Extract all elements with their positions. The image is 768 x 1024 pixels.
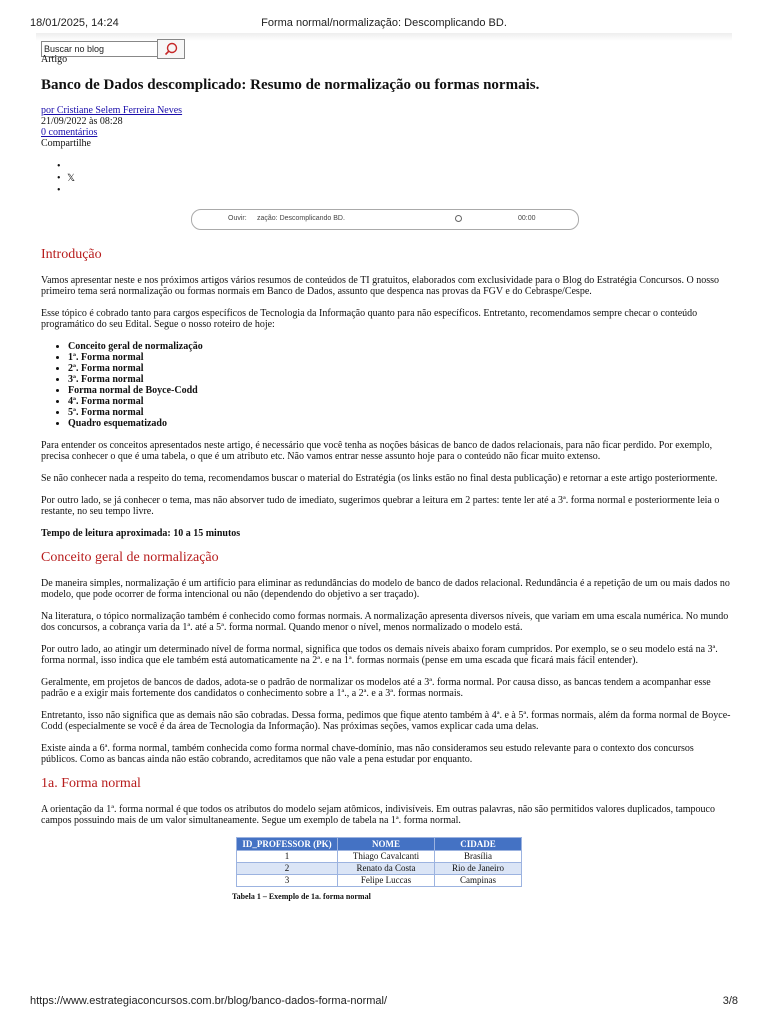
paragraph: Existe ainda a 6ª. forma normal, também conhecida como forma normal chave-domínio, mas não consideramos seu estudo relevante para o contexto dos concursos públicos. Como as bancas ainda não estão cobrando, acreditamos que não vale a pena estudar por enquanto.	[41, 743, 694, 765]
share-item-facebook[interactable]	[59, 161, 75, 173]
reading-time: Tempo de leitura aproximada: 10 a 15 minutos	[41, 528, 241, 539]
player-title: zação: Descomplicando BD.	[257, 215, 345, 222]
paragraph: Geralmente, em projetos de bancos de dados, adota-se o padrão de normalizar os modelos até a 3ª. forma normal. Por causa disso, as bancas tendem a acompanhar esse padrão e a exigir mais fortemente dos candidatos o conhecimento sobre a 1ª., a 2ª. e a 3ª. formas normais.	[41, 677, 711, 699]
toc-item: • 5ª. Forma normal	[68, 407, 731, 418]
audio-player[interactable]	[191, 209, 579, 230]
print-datetime: 18/01/2025, 14:24	[30, 17, 119, 29]
article-page	[41, 35, 731, 901]
paragraph: Por outro lado, se já conhecer o tema, mas não absorver tudo de imediato, sugerimos quebrar a leitura em 2 partes: tente ler até a 3ª. forma normal e posteriormente leia o restante, no seu tempo livre.	[41, 495, 720, 517]
share-item-linkedin[interactable]	[59, 185, 75, 197]
player-progress-handle[interactable]	[455, 215, 462, 222]
comments-link[interactable]: 0 comentários	[41, 127, 98, 138]
table-cell: Felipe Luccas	[338, 875, 435, 887]
column-header: ID_PROFESSOR (PK)	[237, 838, 338, 851]
article-meta	[41, 105, 182, 149]
table-cell: Thiago Cavalcanti	[338, 851, 435, 863]
table-row	[237, 863, 522, 875]
print-page-number: 3/8	[722, 995, 738, 1007]
article-content	[41, 247, 731, 902]
share-list	[59, 161, 75, 197]
paragraph: Vamos apresentar neste e nos próximos artigos vários resumos de conteúdos de TI gratuitos, elaborados com exclusividade para o Blog do Estratégia Concursos. O nosso primeiro tema será normalização ou formas normais em Banco de Dados, assunto que despenca nas provas da FGV e do Cebraspe/Cespe.	[41, 275, 719, 297]
toc-item: • Quadro esquematizado	[68, 418, 731, 429]
x-icon: 𝕏	[67, 173, 76, 184]
professor-table	[236, 837, 522, 887]
table-cell: 2	[237, 863, 338, 875]
table-cell: 3	[237, 875, 338, 887]
toc-item: • 1ª. Forma normal	[68, 352, 731, 363]
toc-item: • 3ª. Forma normal	[68, 374, 731, 385]
table-caption: Tabela 1 – Exemplo de 1a. forma normal	[232, 892, 371, 901]
player-time: 00:00	[518, 215, 536, 222]
table-cell: Campinas	[435, 875, 522, 887]
table-row	[237, 875, 522, 887]
column-header: CIDADE	[435, 838, 522, 851]
heading-introducao: Introdução	[41, 247, 102, 262]
table-row	[237, 851, 522, 863]
table-cell: Renato da Costa	[338, 863, 435, 875]
paragraph: Para entender os conceitos apresentados neste artigo, é necessário que você tenha as noções básicas de banco de dados relacionais, para não ficar perdido. Por exemplo, precisa conhecer o que é uma tabela, o que é um atributo etc. Não vamos entrar nesse assunto hoje para o conteúdo não ficar muito extenso.	[41, 440, 713, 462]
share-label: Compartilhe	[41, 138, 91, 149]
player-label: Ouvir:	[228, 215, 247, 222]
share-item-x[interactable]	[59, 173, 75, 185]
toc-item: • Conceito geral de normalização	[68, 341, 731, 352]
search-icon	[164, 42, 178, 56]
article-title: Banco de Dados descomplicado: Resumo de normalização ou formas normais.	[41, 77, 540, 93]
table-cell: Rio de Janeiro	[435, 863, 522, 875]
paragraph: A orientação da 1ª. forma normal é que todos os atributos do modelo sejam atômicos, indivisíveis. Em outras palavras, não são permitidos valores duplicados, tampouco campos possuindo mais de um valor simultaneamente. Segue um exemplo de tabela na 1ª. forma normal.	[41, 804, 715, 826]
toc-item: • 2ª. Forma normal	[68, 363, 731, 374]
table-header-row	[237, 838, 522, 851]
toc-item: • Forma normal de Boyce-Codd	[68, 385, 731, 396]
paragraph: Na literatura, o tópico normalização também é conhecido como formas normais. A normalização apresenta diversos níveis, que variam em uma escala numérica. No mundo dos concursos, a cobrança varia da 1ª. até a 5ª. forma normal. Quando menor o nível, menos normalizado o modelo está.	[41, 611, 729, 633]
heading-conceito: Conceito geral de normalização	[41, 550, 219, 565]
print-doc-title: Forma normal/normalização: Descomplicando BD.	[261, 17, 507, 29]
publish-date: 21/09/2022 às 08:28	[41, 116, 123, 127]
article-kicker: Artigo	[41, 54, 68, 65]
search-button[interactable]	[157, 39, 185, 59]
paragraph: Entretanto, isso não significa que as demais não são cobradas. Dessa forma, pedimos que fique atento também à 4ª. e à 5ª. formas normais, além da forma normal de Boyce-Codd (especialmente se você é da área de Tecnologia da Informação). Nas próximas seções, vamos explicar cada uma delas.	[41, 710, 731, 732]
paragraph: Por outro lado, ao atingir um determinado nível de forma normal, significa que todos os demais níveis abaixo foram cumpridos. Por exemplo, se o seu modelo está na 3ª. forma normal, isso indica que ele também está automaticamente na 2ª. e na 1ª. formas normais (pense em uma escada que ficará mais fácil entender).	[41, 644, 718, 666]
toc-item: • 4ª. Forma normal	[68, 396, 731, 407]
table-cell: Brasília	[435, 851, 522, 863]
toc-list	[41, 341, 731, 429]
author-link[interactable]: por Cristiane Selem Ferreira Neves	[41, 105, 183, 116]
paragraph: De maneira simples, normalização é um artifício para eliminar as redundâncias do modelo de banco de dados relacional. Redundância é a repetição de um ou mais dados no modelo, que pode ocorrer de forma intencional ou não (dependendo do objetivo a ser traçado).	[41, 578, 730, 600]
table-cell: 1	[237, 851, 338, 863]
print-url: https://www.estrategiaconcursos.com.br/blog/banco-dados-forma-normal/	[30, 995, 388, 1007]
column-header: NOME	[338, 838, 435, 851]
paragraph: Esse tópico é cobrado tanto para cargos específicos de Tecnologia da Informação quanto para não específicos. Entretanto, recomendamos sempre checar o conteúdo programático do seu Edital. Segue o nosso roteiro de hoje:	[41, 308, 698, 330]
heading-1fn: 1a. Forma normal	[41, 776, 141, 791]
paragraph: Se não conhecer nada a respeito do tema, recomendamos buscar o material do Estratégia (os links estão no final desta publicação) e retornar a este artigo posteriormente.	[41, 473, 718, 484]
